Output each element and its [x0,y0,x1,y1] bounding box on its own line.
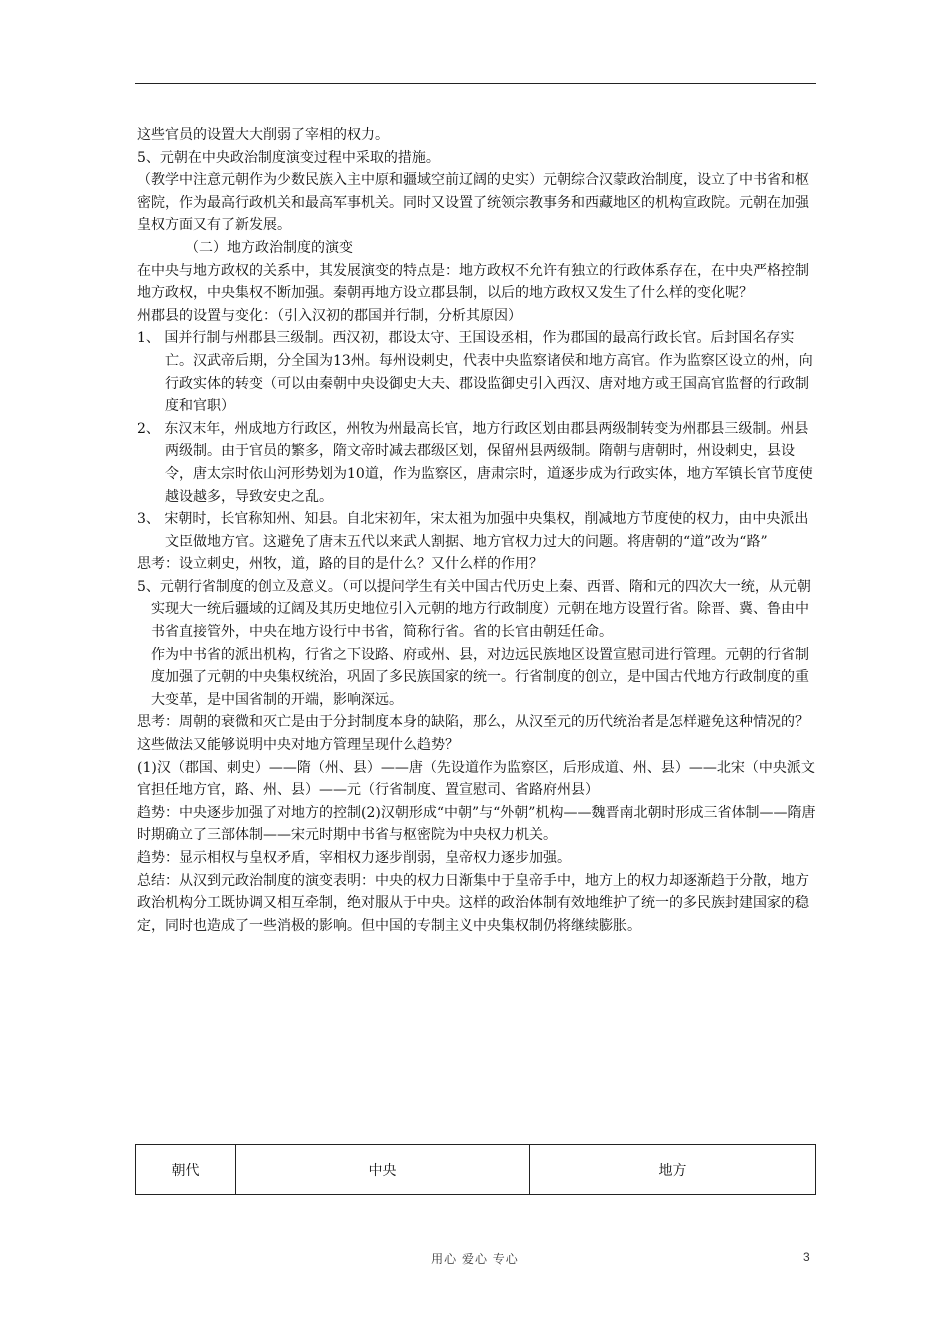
numbered-item: 1、 国并行制与州郡县三级制。西汉初，郡设太守、王国设丞相，作为郡国的最高行政长官。后封国名存实亡。汉武帝后期，分全国为13州。每州设刺史，代表中央监察诸侯和地方高官。作为监察区设立的州，向行政实体的转变（可以由秦朝中央设御史大夫、郡设监御史引入西汉、唐对地方或王国高官监督的行政制度和官职） [137,330,813,415]
section-heading: （二）地方政治制度的演变 [185,239,353,256]
header-rule [135,83,816,84]
paragraph: 这些官员的设置大大削弱了宰相的权力。 [137,127,389,143]
page-footer: 用心 爱心 专心 [431,1252,519,1266]
paragraph: （教学中注意元朝作为少数民族入主中原和疆域空前辽阔的史实）元朝综合汉蒙政治制度，设立了中书省和枢密院，作为最高行政机关和最高军事机关。同时又设置了统领宗教事务和西藏地区的机构宣政院。元朝在加强皇权方面又有了新发展。 [137,172,809,234]
dynasty-table [135,1144,816,1195]
numbered-item: 5、元朝行省制度的创立及意义。（可以提问学生有关中国古代历史上秦、西晋、隋和元的四次大一统，从元朝实现大一统后疆域的辽阔及其历史地位引入元朝的地方行政制度）元朝在地方设置行省。除晋、冀、鲁由中书省直接管外，中央在地方设行中书省，简称行省。省的长官由朝廷任命。 [137,578,811,641]
paragraph: (1)汉（郡国、刺史）——隋（州、县）——唐（先设道作为监察区，后形成道、州、县）——北宋（中央派文官担任地方官，路、州、县）——元（行省制度、置宣慰司、省路府州县） [137,759,815,799]
paragraph: 趋势：显示相权与皇权矛盾，宰相权力逐步削弱，皇帝权力逐步加强。 [137,850,571,866]
paragraph: 作为中书省的派出机构，行省之下设路、府或州、县，对边远民族地区设置宣慰司进行管理。元朝的行省制度加强了元朝的中央集权统治，巩固了多民族国家的统一。行省制度的创立，是中国古代地方行政制度的重大变革，是中国省制的开端，影响深远。 [151,646,809,708]
paragraph: 思考：周朝的衰微和灭亡是由于分封制度本身的缺陷，那么，从汉至元的历代统治者是怎样避免这种情况的？这些做法又能够说明中央对地方管理呈现什么趋势？ [137,714,809,754]
paragraph: 思考：设立刺史，州牧，道，路的目的是什么？又什么样的作用？ [137,556,543,573]
document-body [137,124,817,937]
numbered-item: 2、 东汉末年，州成地方行政区，州牧为州最高长官，地方行政区划由郡县两级制转变为州郡县三级制。州县两级制。由于官员的繁多，隋文帝时减去郡级区划，保留州县两级制。隋朝与唐朝时，州设刺史，县设令，唐太宗时依山河形势划为10道，作为监察区，唐肃宗时，道逐步成为行政实体，地方军镇长官节度使越设越多，导致安史之乱。 [137,420,813,505]
table-header-cell: 中央 [236,1145,530,1195]
page-number: 3 [803,1250,810,1264]
paragraph: 5、元朝在中央政治制度演变过程中采取的措施。 [137,149,440,166]
paragraph: 趋势：中央逐步加强了对地方的控制(2)汉朝形成“中朝”与“外朝”机构——魏晋南北朝时形成三省体制——隋唐时期确立了三部体制——宋元时期中书省与枢密院为中央权力机关。 [137,804,816,844]
paragraph: 总结：从汉到元政治制度的演变表明：中央的权力日渐集中于皇帝手中，地方上的权力却逐渐趋于分散，地方政治机构分工既协调又相互牵制，绝对服从于中央。这样的政治体制有效地维护了统一的多民族封建国家的稳定，同时也造成了一些消极的影响。但中国的专制主义中央集权制仍将继续膨胀。 [137,872,809,934]
table-header-row [136,1145,816,1195]
table-header-cell: 朝代 [136,1145,236,1195]
paragraph: 在中央与地方政权的关系中，其发展演变的特点是：地方政权不允许有独立的行政体系存在，在中央严格控制地方政权，中央集权不断加强。秦朝再地方设立郡县制，以后的地方政权又发生了什么样的变化呢？ [137,262,809,302]
table-header-cell: 地方 [530,1145,816,1195]
paragraph: 州郡县的设置与变化：（引入汉初的郡国并行制，分析其原因） [137,307,522,324]
numbered-item: 3、 宋朝时，长官称知州、知县。自北宋初年，宋太祖为加强中央集权，削减地方节度使的权力，由中央派出文臣做地方官。这避免了唐末五代以来武人割据、地方官权力过大的问题。将唐朝的“道”改为“路” [137,511,809,550]
